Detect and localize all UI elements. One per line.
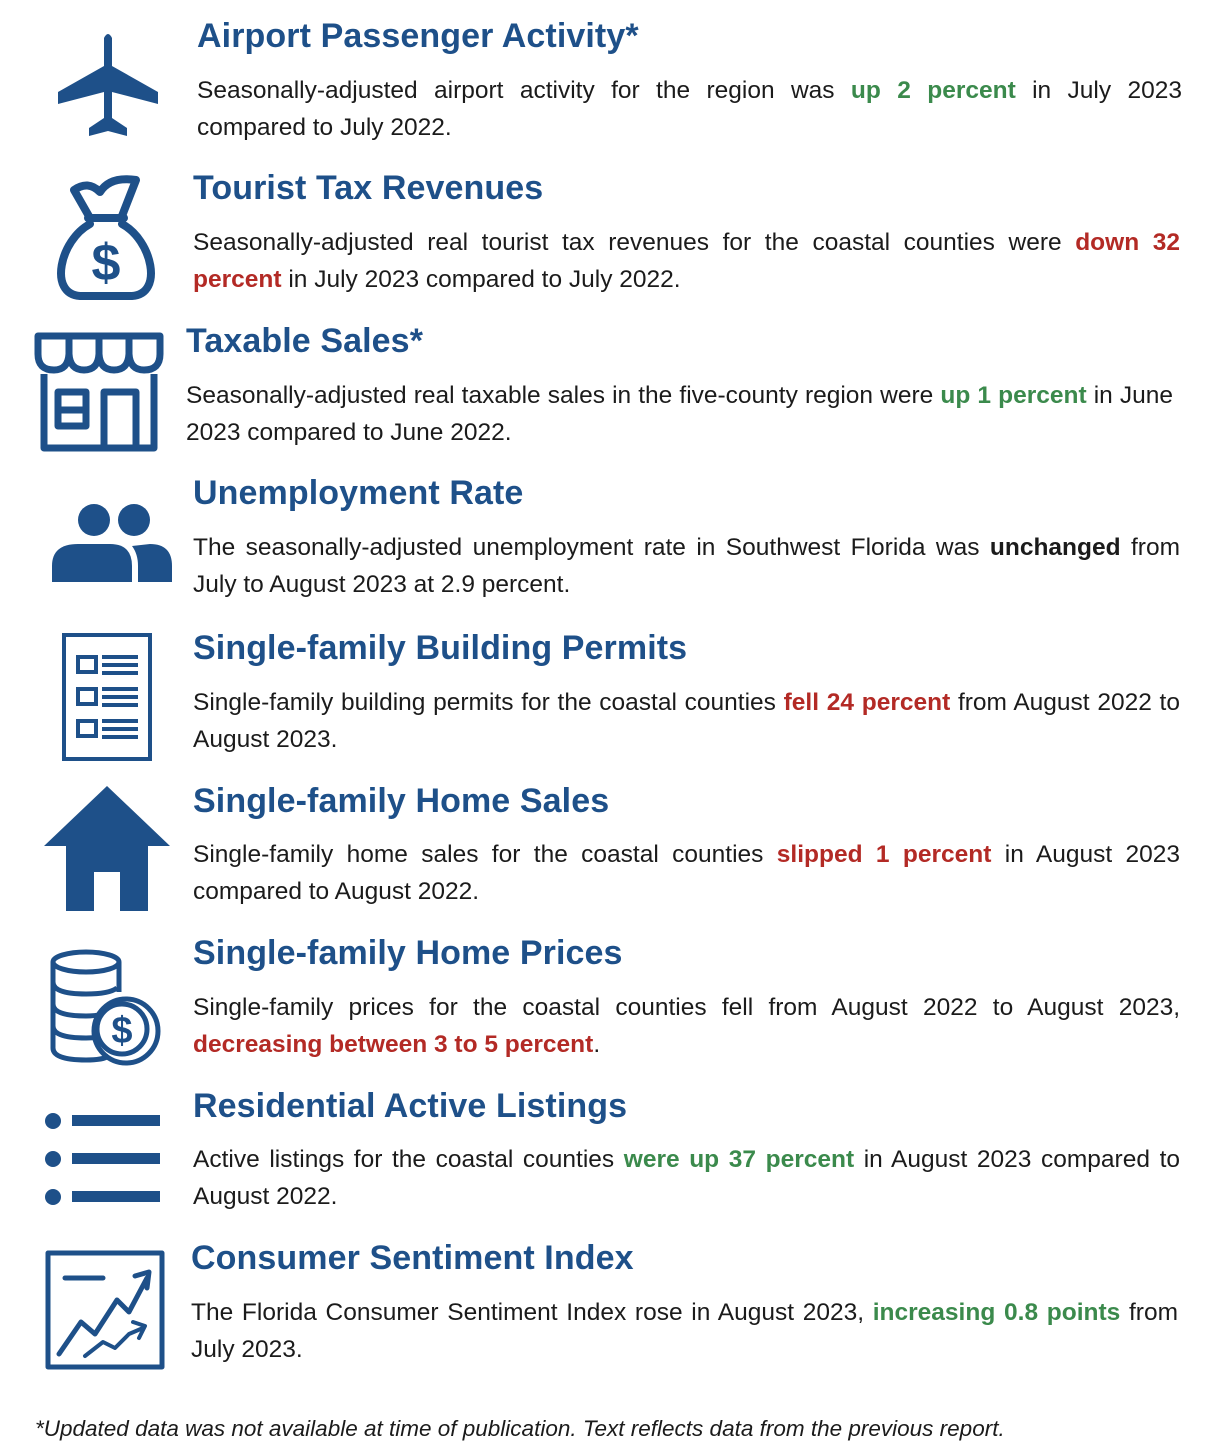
item-description <box>193 684 1180 758</box>
item-title: Tourist Tax Revenues <box>193 169 544 207</box>
item-description <box>193 836 1180 910</box>
description-text: from July 2023. <box>191 1299 1178 1363</box>
item-title: Single-family Building Permits <box>193 629 688 667</box>
change-highlight: increasing 0.8 points <box>872 1299 1121 1326</box>
item-description <box>193 529 1180 603</box>
change-highlight: were up 37 percent <box>623 1146 855 1173</box>
description-text: in July 2023 compared to July 2022. <box>197 77 1182 141</box>
change-highlight: unchanged <box>989 534 1121 561</box>
svg-text:$: $ <box>91 234 121 292</box>
item-description <box>186 377 1173 451</box>
item-title: Unemployment Rate <box>193 474 524 512</box>
footnote: *Updated data was not available at time of publication. Text reflects data from the previous report. <box>35 1415 1005 1441</box>
description-text: from August 2022 to August 2023. <box>193 689 1180 753</box>
bullet-list-icon <box>44 1110 162 1206</box>
item-title: Single-family Home Prices <box>193 934 623 972</box>
description-text: Seasonally-adjusted real tourist tax revenues for the coastal counties were <box>193 229 1076 256</box>
change-highlight: decreasing between 3 to 5 percent <box>193 1031 594 1058</box>
change-highlight: up 1 percent <box>940 382 1087 409</box>
description-text: The Florida Consumer Sentiment Index rose in August 2023, <box>191 1299 873 1326</box>
description-text: Seasonally-adjusted real taxable sales in the five-county region were <box>186 382 941 409</box>
description-text: . <box>593 1031 601 1058</box>
description-text: Single-family building permits for the coastal counties <box>193 689 784 716</box>
money-bag-icon <box>50 172 162 300</box>
description-text: Single-family prices for the coastal counties fell from August 2022 to August 2023, <box>193 994 1180 1021</box>
item-description <box>193 1141 1180 1215</box>
description-text: from July to August 2023 at 2.9 percent. <box>193 534 1180 598</box>
item-title: Single-family Home Sales <box>193 782 610 820</box>
item-title: Airport Passenger Activity* <box>197 17 639 55</box>
description-text: Single-family home sales for the coastal counties <box>193 841 777 868</box>
change-highlight: slipped 1 percent <box>776 841 992 868</box>
change-highlight: fell 24 percent <box>783 689 951 716</box>
description-text: in June 2023 compared to June 2022. <box>186 382 1173 446</box>
house-icon <box>44 786 170 912</box>
coin-stack-icon <box>49 948 165 1066</box>
storefront-icon <box>34 332 164 452</box>
description-text: Seasonally-adjusted airport activity for the region was <box>197 77 851 104</box>
item-description <box>193 989 1180 1063</box>
people-icon <box>52 504 174 584</box>
description-text: The seasonally-adjusted unemployment rate in Southwest Florida was <box>193 534 990 561</box>
description-text: Active listings for the coastal counties <box>193 1146 624 1173</box>
item-title: Taxable Sales* <box>186 322 424 360</box>
item-title: Consumer Sentiment Index <box>191 1239 634 1277</box>
checklist-document-icon <box>62 633 152 761</box>
change-highlight: up 2 percent <box>850 77 1016 104</box>
change-highlight: down 32 percent <box>193 229 1180 293</box>
item-title: Residential Active Listings <box>193 1087 628 1125</box>
description-text: in July 2023 compared to July 2022. <box>281 266 681 293</box>
item-description <box>191 1294 1178 1368</box>
svg-text:$: $ <box>111 1010 133 1052</box>
description-text: in August 2023 compared to August 2022. <box>193 1146 1180 1210</box>
item-description <box>193 224 1180 298</box>
description-text: in August 2023 compared to August 2022. <box>193 841 1181 905</box>
trend-chart-icon <box>45 1250 165 1370</box>
